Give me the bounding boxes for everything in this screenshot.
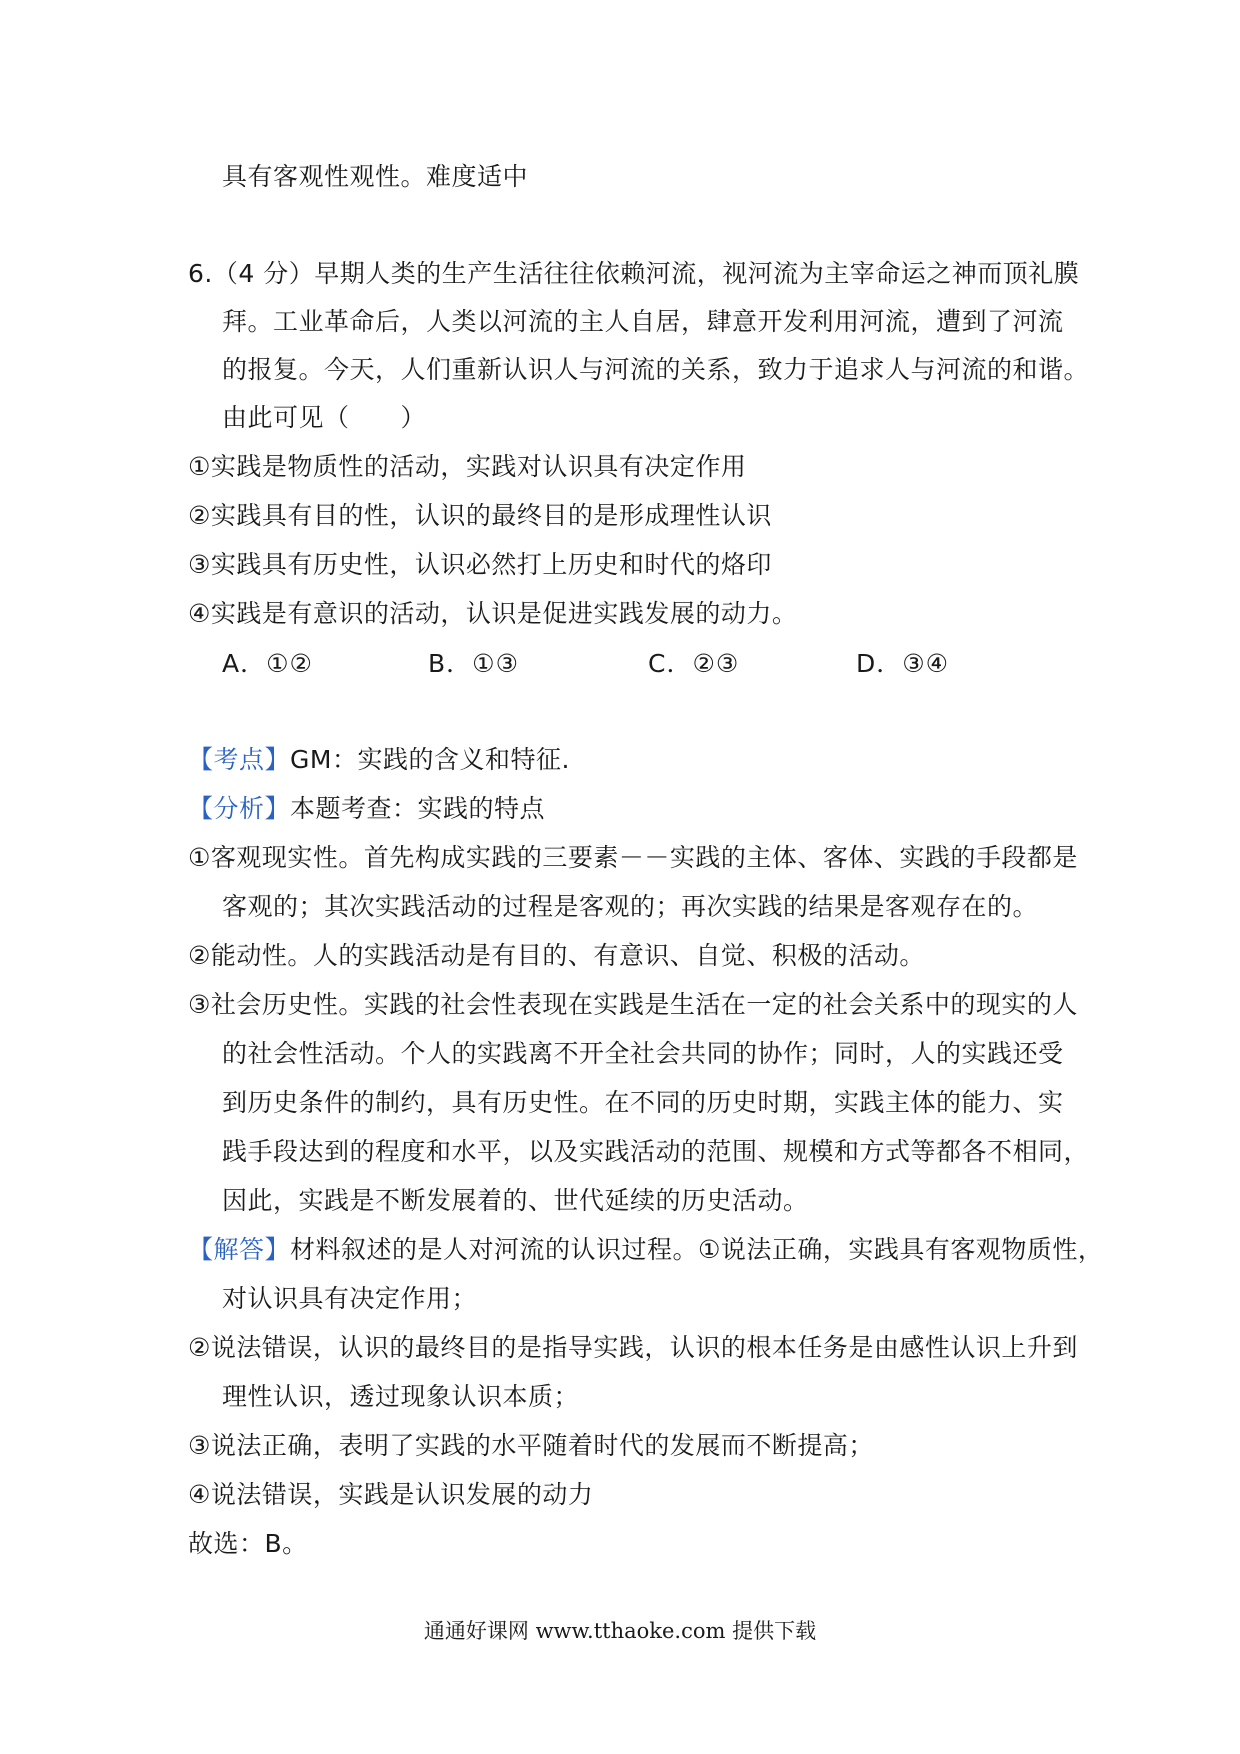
option-a: A．①② xyxy=(222,649,313,678)
statement-1: ①实践是物质性的活动，实践对认识具有决定作用 xyxy=(188,452,747,481)
jieda-point-4: ④说法错误，实践是认识发展的动力 xyxy=(188,1480,594,1509)
jieda-tag: 【解答】 xyxy=(188,1235,291,1264)
fenxi-point-3-line-3: 到历史条件的制约，具有历史性。在不同的历史时期，实践主体的能力、实 xyxy=(222,1088,1064,1117)
jieda-line-2: 对认识具有决定作用； xyxy=(222,1284,478,1313)
statement-2: ②实践具有目的性，认识的最终目的是形成理性认识 xyxy=(188,501,772,530)
fenxi-point-3-line-5: 因此，实践是不断发展着的、世代延续的历史活动。 xyxy=(222,1186,809,1215)
jieda-point-2-line-1: ②说法错误，认识的最终目的是指导实践，认识的根本任务是由感性认识上升到 xyxy=(188,1333,1078,1362)
statement-4: ④实践是有意识的活动，认识是促进实践发展的动力。 xyxy=(188,599,798,628)
footer-source: 通通好课网 www.tthaoke.com 提供下载 xyxy=(423,1619,817,1643)
option-c: C．②③ xyxy=(648,649,740,678)
jieda-line xyxy=(188,1234,1103,1266)
fenxi-point-3-line-2: 的社会性活动。个人的实践离不开全社会共同的协作；同时，人的实践还受 xyxy=(222,1039,1064,1068)
question-stem-line-2: 拜。工业革命后，人类以河流的主人自居，肆意开发利用河流，遭到了河流 xyxy=(222,307,1064,336)
option-b: B．①③ xyxy=(428,649,519,678)
fenxi-text: 本题考查：实践的特点 xyxy=(290,794,546,823)
final-answer: 故选：B。 xyxy=(188,1529,308,1558)
question-stem-line-3: 的报复。今天，人们重新认识人与河流的关系，致力于追求人与河流的和谐。 xyxy=(222,355,1090,384)
fenxi-tag: 【分析】 xyxy=(188,794,291,823)
fenxi-point-1-line-2: 客观的；其次实践活动的过程是客观的；再次实践的结果是客观存在的。 xyxy=(222,892,1039,921)
fenxi-point-2: ②能动性。人的实践活动是有目的、有意识、自觉、积极的活动。 xyxy=(188,941,925,970)
question-stem-line-4: 由此可见（ ） xyxy=(222,403,427,432)
statement-3: ③实践具有历史性，认识必然打上历史和时代的烙印 xyxy=(188,550,772,579)
fenxi-point-3-line-1: ③社会历史性。实践的社会性表现在实践是生活在一定的社会关系中的现实的人 xyxy=(188,990,1078,1019)
kaodian-line xyxy=(188,744,570,776)
option-d: D．③④ xyxy=(856,649,950,678)
kaodian-tag: 【考点】 xyxy=(188,745,291,774)
kaodian-text: GM：实践的含义和特征. xyxy=(290,745,570,774)
jieda-point-2-line-2: 理性认识，透过现象认识本质； xyxy=(222,1382,580,1411)
jieda-text: 材料叙述的是人对河流的认识过程。①说法正确，实践具有客观物质性， xyxy=(290,1235,1104,1264)
fenxi-point-1-line-1: ①客观现实性。首先构成实践的三要素－－实践的主体、客体、实践的手段都是 xyxy=(188,843,1078,872)
previous-answer-tail: 具有客观性观性。难度适中 xyxy=(222,162,529,191)
fenxi-line xyxy=(188,793,545,825)
question-stem-line-1: 6.（4 分）早期人类的生产生活往往依赖河流，视河流为主宰命运之神而顶礼膜 xyxy=(188,259,1080,288)
jieda-point-3: ③说法正确，表明了实践的水平随着时代的发展而不断提高； xyxy=(188,1431,874,1460)
fenxi-point-3-line-4: 践手段达到的程度和水平，以及实践活动的范围、规模和方式等都各不相同， xyxy=(222,1137,1090,1166)
